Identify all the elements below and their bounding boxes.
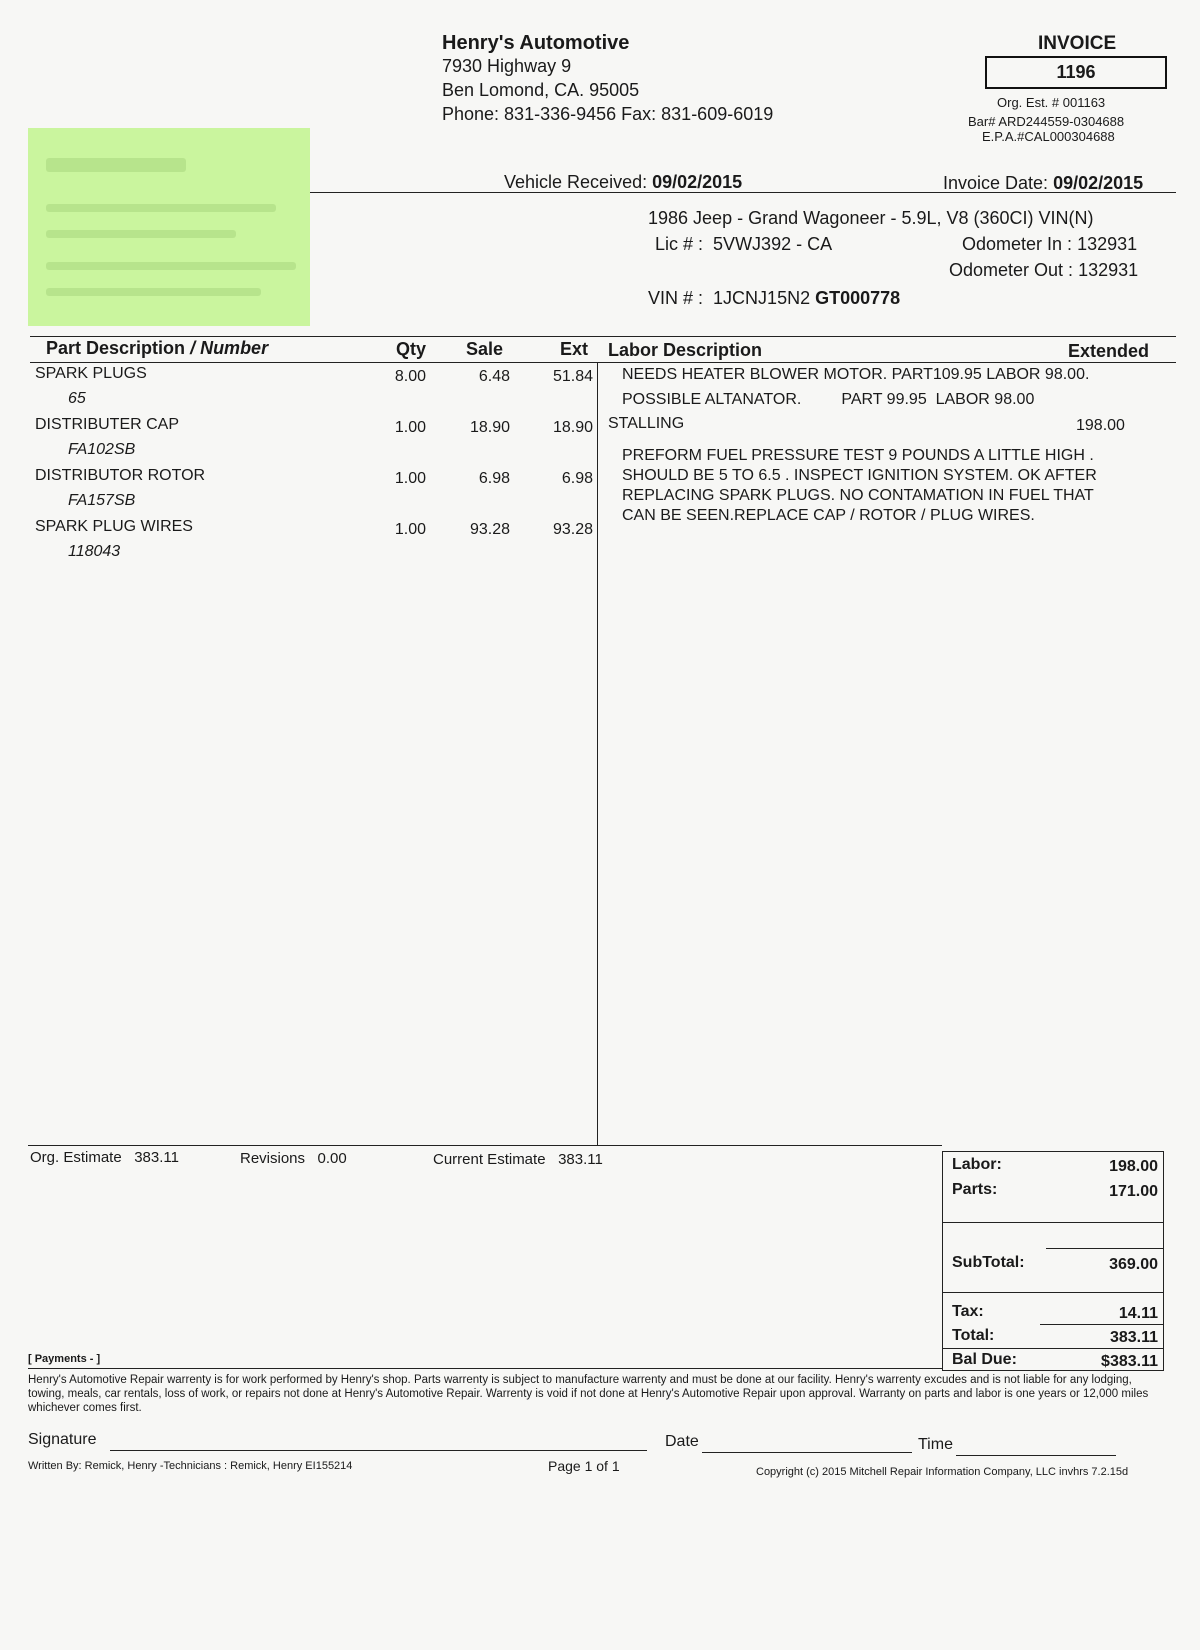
- part-description: DISTRIBUTOR ROTOR: [35, 467, 206, 484]
- signature-line[interactable]: [110, 1450, 647, 1451]
- labor-total-value: 198.00: [1109, 1158, 1158, 1175]
- labor-note-line: PREFORM FUEL PRESSURE TEST 9 POUNDS A LITTLE HIGH .: [622, 447, 1094, 464]
- payments-label: [ Payments - ]: [28, 1353, 101, 1365]
- labor-stalling: STALLING: [608, 415, 685, 432]
- part-number: 65: [68, 390, 86, 407]
- license-plate: Lic # : 5VWJ392 - CA: [655, 234, 833, 254]
- subtotal-label: SubTotal:: [952, 1254, 1025, 1271]
- labor-note-line: REPLACING SPARK PLUGS. NO CONTAMATION IN FUEL THAT: [622, 487, 1094, 504]
- column-divider: [597, 362, 598, 1146]
- shop-address-line2: Ben Lomond, CA. 95005: [442, 80, 640, 100]
- parts-header-ext: Ext: [560, 339, 589, 359]
- labor-line-blower: NEEDS HEATER BLOWER MOTOR. PART109.95 LABOR 98.00.: [622, 366, 1090, 383]
- time-line[interactable]: [956, 1455, 1116, 1456]
- written-by: Written By: Remick, Henry -Technicians : Remick, Henry EI155214: [28, 1460, 353, 1472]
- part-qty: 1.00: [394, 470, 426, 487]
- estimate-divider: [28, 1145, 942, 1146]
- date-line[interactable]: [702, 1452, 912, 1453]
- shop-address-line1: 7930 Highway 9: [442, 56, 572, 76]
- part-qty: 1.00: [394, 419, 426, 436]
- header-divider: [310, 192, 1176, 193]
- total-value: 383.11: [1109, 1329, 1158, 1346]
- part-sale: 18.90: [469, 419, 510, 436]
- table-header-divider: [30, 362, 1176, 363]
- labor-total-label: Labor:: [952, 1156, 1002, 1173]
- part-qty: 1.00: [394, 521, 426, 538]
- shop-name: Henry's Automotive: [442, 32, 630, 54]
- subtotal-value: 369.00: [1109, 1256, 1158, 1273]
- labor-note-line: SHOULD BE 5 TO 6.5 . INSPECT IGNITION SYSTEM. OK AFTER: [622, 467, 1097, 484]
- part-description: DISTRIBUTER CAP: [35, 416, 180, 433]
- part-description: SPARK PLUGS: [35, 365, 147, 382]
- labor-header-description: Labor Description: [608, 340, 763, 360]
- vehicle-description: 1986 Jeep - Grand Wagoneer - 5.9L, V8 (360CI) VIN(N): [648, 208, 1094, 228]
- parts-header-qty: Qty: [396, 339, 427, 359]
- parts-total-value: 171.00: [1109, 1183, 1158, 1200]
- odometer-in: Odometer In : 132931: [962, 234, 1138, 254]
- warranty-text: Henry's Automotive Repair warrenty is for work performed by Henry's shop. Parts warrenty is subject to manufacture warrenty and must be done at our facility. Henry's warrenty excudes and is not liable for any lodging, towing, meals, car rentals, loss of work, or repairs not done at Henry's Automotive Repair. Warrenty is void if not done at Henry's Automotive Repair upon approval. Warranty on parts and labor is one years or 12,000 miles whichever comes first.: [28, 1374, 1149, 1414]
- baldue-value: $383.11: [1101, 1353, 1158, 1370]
- org-est-number: Org. Est. # 001163: [997, 95, 1106, 110]
- parts-total-label: Parts:: [952, 1181, 998, 1198]
- vin-number: VIN # : 1JCNJ15N2 GT000778: [648, 288, 901, 308]
- part-number: 118043: [68, 543, 121, 560]
- tax-value: 14.11: [1118, 1305, 1158, 1322]
- payments-divider: [28, 1368, 942, 1369]
- signature-label: Signature: [28, 1431, 97, 1448]
- invoice-title: INVOICE: [1038, 33, 1117, 54]
- labor-header-extended: Extended: [1068, 341, 1150, 361]
- baldue-divider: [942, 1348, 1164, 1349]
- part-sale: 6.48: [478, 368, 510, 385]
- revisions: Revisions 0.00: [240, 1150, 347, 1167]
- part-sale: 6.98: [478, 470, 510, 487]
- sticky-note: [28, 128, 310, 326]
- part-ext: 93.28: [552, 521, 593, 538]
- invoice-number: 1196: [985, 56, 1167, 89]
- baldue-label: Bal Due:: [952, 1351, 1017, 1368]
- page-number: Page 1 of 1: [548, 1458, 620, 1474]
- invoice-date: Invoice Date: 09/02/2015: [943, 173, 1144, 193]
- date-label: Date: [665, 1433, 699, 1450]
- table-top-divider: [30, 336, 1176, 337]
- part-ext: 6.98: [561, 470, 593, 487]
- labor-line-altanator: POSSIBLE ALTANATOR. PART 99.95 LABOR 98.00: [622, 391, 1035, 408]
- odometer-out: Odometer Out : 132931: [949, 260, 1139, 280]
- labor-stalling-amount: 198.00: [1076, 417, 1125, 434]
- total-label: Total:: [952, 1327, 995, 1344]
- subtotal-underline: [1046, 1248, 1164, 1249]
- part-ext: 18.90: [552, 419, 593, 436]
- tax-underline: [1040, 1324, 1164, 1325]
- org-estimate: Org. Estimate 383.11: [30, 1149, 179, 1166]
- time-label: Time: [918, 1436, 953, 1453]
- shop-phone-fax: Phone: 831-336-9456 Fax: 831-609-6019: [442, 104, 774, 124]
- parts-header-description: Part Description / Number: [46, 338, 269, 358]
- part-sale: 93.28: [469, 521, 510, 538]
- bar-number: Bar# ARD244559-0304688: [968, 114, 1125, 129]
- labor-note-line: CAN BE SEEN.REPLACE CAP / ROTOR / PLUG WIRES.: [622, 507, 1035, 524]
- part-ext: 51.84: [552, 368, 593, 385]
- epa-number: E.P.A.#CAL000304688: [982, 129, 1115, 144]
- copyright: Copyright (c) 2015 Mitchell Repair Information Company, LLC invhrs 7.2.15d: [756, 1466, 1129, 1478]
- current-estimate: Current Estimate 383.11: [433, 1151, 603, 1168]
- part-number: FA102SB: [68, 441, 136, 458]
- part-description: SPARK PLUG WIRES: [35, 518, 193, 535]
- totals-inner-divider: [942, 1222, 1164, 1223]
- parts-header-sale: Sale: [466, 339, 504, 359]
- vehicle-received: Vehicle Received: 09/02/2015: [504, 172, 743, 192]
- part-number: FA157SB: [68, 492, 136, 509]
- part-qty: 8.00: [394, 368, 426, 385]
- tax-divider: [942, 1292, 1164, 1293]
- tax-label: Tax:: [952, 1303, 984, 1320]
